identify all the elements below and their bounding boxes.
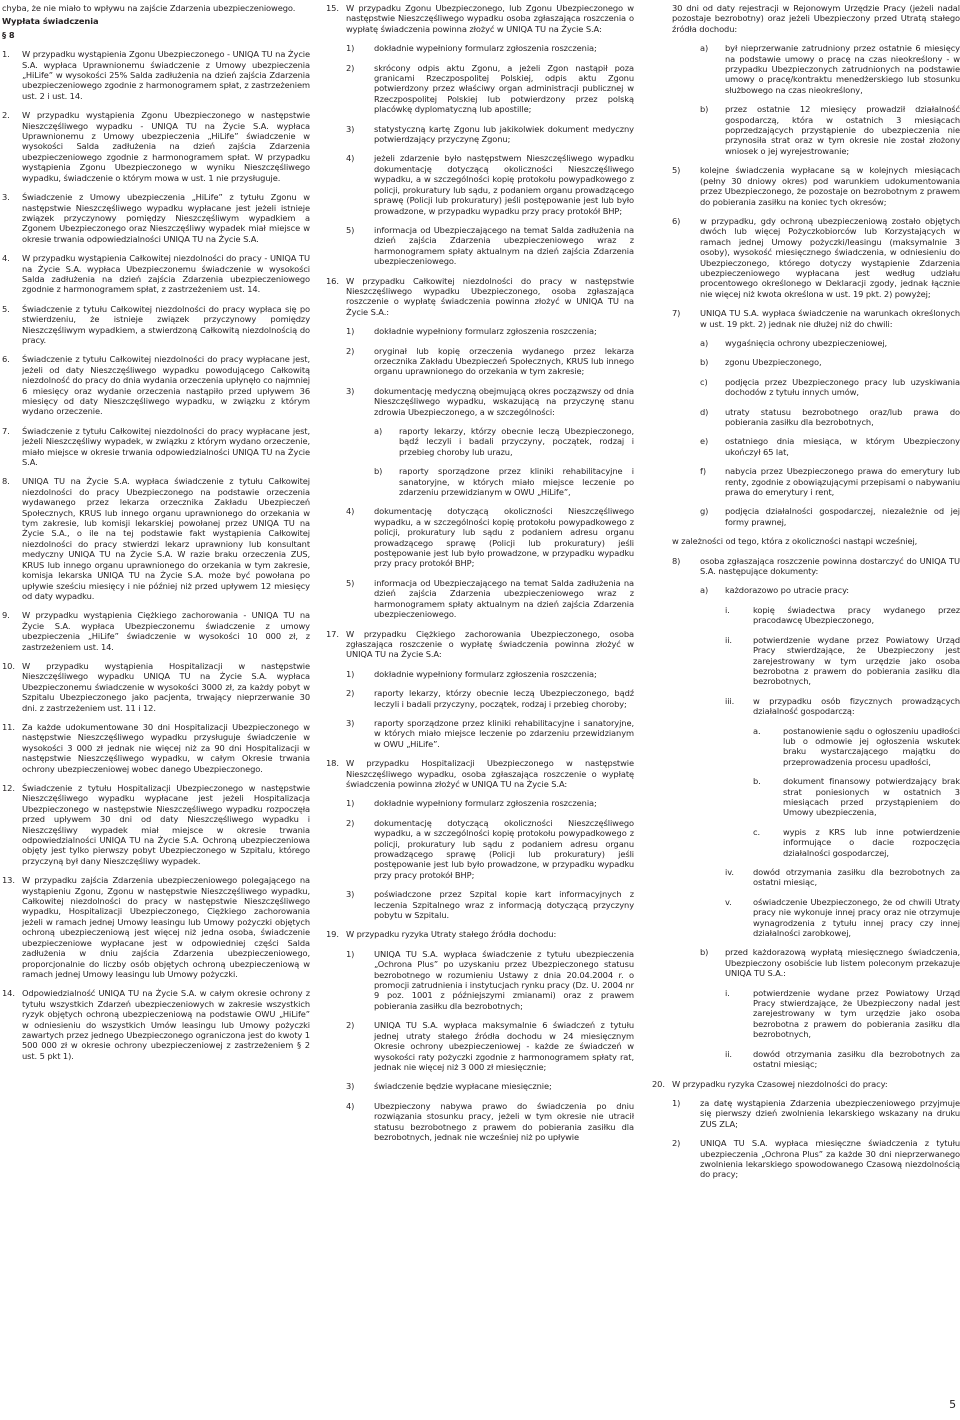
item-text: UNIQA TU S.A. wypłaca świadczenie na warunkach określonych w ust. 19 pkt. 2) jednak nie dłużej niż do chwili: xyxy=(700,308,960,329)
list-item xyxy=(374,426,634,457)
paragraph-15 xyxy=(326,3,634,34)
item-number: ii. xyxy=(725,1048,732,1059)
item-number: 2) xyxy=(346,688,355,699)
item-text: dokładnie wypełniony formularz zgłoszenia roszczenia; xyxy=(374,668,597,679)
item-text: podjęcia działalności gospodarczej, niezależnie od jej formy prawnej, xyxy=(725,506,960,527)
list-item xyxy=(700,407,960,428)
item-text: Świadczenie z tytułu Całkowitej niezdolności do pracy wypłacane jest, jeżeli od daty Nieszczęśliwego wypadku powodującego Całkowitą niezdolność do pracy do dnia wydania orzeczenia upłynęło co najmniej 6 miesięcy oraz wydanie orzeczenia nastąpiło przed upływem 36 miesięcy od daty Nieszczęśliwego wypadku, w związku z którym wydano orzeczenie. xyxy=(22,354,310,417)
point-8a-documents xyxy=(652,605,960,717)
list-item xyxy=(346,386,634,417)
paragraph-17-points xyxy=(326,669,634,749)
list-item xyxy=(346,949,634,1011)
paragraph-text: W przypadku Zgonu Ubezpieczonego, lub Zgonu Ubezpieczonego w następstwie Nieszczęśliwego wypadku osoba zgłaszająca roszczenia o wypłatę świadczenia powinna złożyć w UNIQA TU na Życie S.A: xyxy=(346,3,634,34)
item-number: a) xyxy=(700,337,709,348)
item-number: 1) xyxy=(346,668,355,679)
list-item xyxy=(346,326,634,336)
item-text: dokument finansowy potwierdzający brak strat poniesionych w ostatnich 3 miesiącach przed przystąpieniem do Umowy ubezpieczenia, xyxy=(783,776,960,818)
paragraph-text: W przypadku Hospitalizacji Ubezpieczonego w następstwie Nieszczęśliwego wypadku, osoba zgłaszająca roszczenie o wypłatę świadczenia powinna złożyć w UNIQA TU na Życie S.A: xyxy=(346,758,634,789)
point-8a-documents-cont xyxy=(652,867,960,938)
point-number: b) xyxy=(700,947,709,958)
item-text: Za każde udokumentowane 30 dni Hospitalizacji Ubezpieczonego w następstwie Nieszczęśliwego wypadku przysługuje świadczenie w wysokości 3 000 zł jednak nie więcej niż za 90 dni Hospitalizacji w następstwie Nieszczęśliwego wypadku, w całym Okresie trwania ochrony ubezpieczeniowej wobec danego Ubezpieczonego. xyxy=(22,721,310,774)
item-text: wypis z KRS lub inne potwierdzenie informujące o dacie rozpoczęcia działalności gospodarczej, xyxy=(783,826,960,858)
list-item xyxy=(2,722,310,774)
list-item xyxy=(346,124,634,145)
item-text: zgonu Ubezpieczonego, xyxy=(725,357,822,368)
item-text: Odpowiedzialność UNIQA TU na Życie S.A. w całym okresie ochrony z tytułu wszystkich Zdarzeń ubezpieczeniowych w zakresie wszystkich ryzyk objętych ochroną ubezpieczeniową na podstawie OWU „HiLife” w odniesieniu do wszystkich Umów leasingu lub Umowy pożyczki zawartych przez jednego Ubezpieczonego ograniczona jest do kwoty 1 500 000 zł w okresie ochrony ubezpieczeniowej z zastrzeżeniem § 2 ust. 5 pkt 1). xyxy=(22,988,310,1061)
item-text: postanowienie sądu o ogłoszeniu upadłości lub o odmowie jej ogłoszenia wskutek braku wystarczającego majątku do przeprowadzenia procesu upadłości, xyxy=(783,725,960,767)
paragraph-text: W przypadku Ciężkiego zachorowania Ubezpieczonego, osoba zgłaszająca roszczenie o wypłatę świadczenia powinna złożyć w UNIQA TU na Życie S.A: xyxy=(346,628,634,660)
item-number: 6. xyxy=(2,354,10,365)
paragraph-20 xyxy=(652,1079,960,1089)
item-text: kolejne świadczenia wypłacane są w kolejnych miesiącach (pełny 30 dniowy okres) pod warunkiem udokumentowania przez Ubezpieczonego, że pozostaje on bezrobotnym z prawem do pobierania zasiłku na koniec tych okresów; xyxy=(700,165,960,207)
point-number: a) xyxy=(700,585,709,596)
item-number: ii. xyxy=(725,634,732,645)
item-number: a. xyxy=(753,725,761,736)
paragraph-19-points xyxy=(326,949,634,1143)
list-item xyxy=(2,610,310,652)
paragraph-number: 17. xyxy=(326,628,339,639)
item-number: 8. xyxy=(2,476,10,487)
item-number: g) xyxy=(700,506,709,517)
item-number: 1) xyxy=(346,948,355,959)
item-text: Świadczenie z tytułu Całkowitej niezdolności do pracy wypłaca się po stwierdzeniu, że istnieje związek przyczynowy pomiędzy Nieszczęśliwym wypadkiem, a stwierdzoną Całkowitą niezdolnością do pracy. xyxy=(22,303,310,345)
list-item xyxy=(700,377,960,398)
item-text: raporty sporządzone przez kliniki rehabilitacyjne i sanatoryjne, w których miało miejsce leczenie po zdarzeniu przewidzianym w OWU „HiLife”, xyxy=(399,466,634,498)
item-text: W przypadku wystąpienia Hospitalizacji w następstwie Nieszczęśliwego wypadku UNIQA TU na Życie S.A. wypłaca Ubezpieczonemu świadczenie w wysokości 3000 zł, za każdy pobyt w Szpitalu Ubezpieczonego jako pacjenta, trwający nieprzerwanie 30 dni. z zastrzeżeniem ust. 11 i 12. xyxy=(22,660,310,713)
item-text: Świadczenie z tytułu Całkowitej niezdolności do pracy wypłacane jest, jeżeli Nieszczęśliwy wypadek, w związku z którym wydano orzeczenie, miało miejsce w okresie trwania odpowiedzialności UNIQA TU na Życie S.A. xyxy=(22,425,310,468)
list-item xyxy=(2,426,310,468)
point-8a-business-documents xyxy=(652,726,960,858)
list-item xyxy=(346,1020,634,1072)
item-number: i. xyxy=(725,604,730,615)
item-text: dokładnie wypełniony formularz zgłoszenia roszczenia; xyxy=(374,43,597,54)
item-number: 1) xyxy=(672,1097,681,1108)
list-item xyxy=(346,798,634,808)
list-item xyxy=(2,988,310,1061)
item-number: 4) xyxy=(346,506,355,517)
paragraph-15-points xyxy=(326,43,634,266)
list-item xyxy=(672,165,960,207)
item-text: dowód otrzymania zasiłku dla bezrobotnych za ostatni miesiąc, xyxy=(753,867,960,888)
item-number: 5) xyxy=(346,224,355,235)
list-item xyxy=(700,338,960,348)
item-text: W przypadku zajścia Zdarzenia ubezpieczeniowego polegającego na wystąpieniu Zgonu, Zgonu w następstwie Nieszczęśliwego wypadku, Całkowitej niezdolności do pracy w następstwie Nieszczęśliwego wypadku, Hospitalizacji Ubezpieczonego, Ciężkiego zachorowania jeżeli w ramach jednej Umowy leasingu lub Umowy pożyczki objętych ochroną ubezpieczeniową jest więcej niż jedna osoba, świadczenie ubezpieczeniowe wypłacane jest w odpowiedniej części Salda zadłużenia w dniu zajścia Zdarzenia ubezpieczeniowego, proporcjonalnie do liczby osób objętych ochroną ubezpieczeniową w ramach jednej Umowy leasingu lub Umowy pożyczki. xyxy=(22,875,310,979)
paragraph-text: W przypadku ryzyka Utraty stałego źródła dochodu: xyxy=(346,929,557,940)
item-text: dowód otrzymania zasiłku dla bezrobotnych za ostatni miesiąc; xyxy=(753,1048,960,1070)
item-number: f) xyxy=(700,466,706,477)
item-number: 1) xyxy=(346,43,355,54)
item-number: 3) xyxy=(346,717,355,728)
list-item xyxy=(346,225,634,267)
point-text: przed każdorazową wypłatą miesięcznego świadczenia, Ubezpieczony osobiście lub listem poleconym przekazuje UNIQA TU S.A.: xyxy=(725,947,960,979)
point-text: każdorazowo po utracie pracy: xyxy=(725,585,849,596)
item-number: 2) xyxy=(672,1138,681,1149)
item-text: wygaśnięcia ochrony ubezpieczeniowej, xyxy=(725,337,888,348)
list-item xyxy=(700,466,960,497)
item-text: świadczenie będzie wypłacane miesięcznie; xyxy=(374,1081,552,1092)
item-text: statystyczną kartę Zgonu lub jakikolwiek dokument medyczny potwierdzający przyczynę Zgonu; xyxy=(374,123,634,145)
paragraph-16-subpoints xyxy=(326,426,634,497)
item-number: e) xyxy=(700,436,709,447)
item-number: b) xyxy=(700,104,709,115)
list-item xyxy=(753,827,960,858)
item-text: informacja od Ubezpieczającego na temat Salda zadłużenia na dzień zajścia Zdarzenia ubezpieczeniowego wraz z harmonogramem spłaty aktualnym na dzień zajścia Zdarzenia ubezpieczeniowego. xyxy=(374,577,634,620)
paragraph-number: 19. xyxy=(326,929,339,940)
list-item xyxy=(346,669,634,679)
paragraph-text: W przypadku ryzyka Czasowej niezdolności do pracy: xyxy=(672,1078,888,1089)
list-item xyxy=(374,466,634,497)
item-text: oryginał lub kopię orzeczenia wydanego przez lekarza orzecznika Zakładu Ubezpieczeń Społecznych, KRUS lub innego organu uprawnionego do orzekania w tym zakresie; xyxy=(374,345,634,377)
item-text: raporty lekarzy, którzy obecnie leczą Ubezpieczonego, bądź leczyli i badali przyczyny, początek, rodzaj i przebieg choroby; xyxy=(374,688,634,709)
item-number: 1) xyxy=(346,326,355,337)
item-number: iii. xyxy=(725,695,735,706)
item-text: nabycia przez Ubezpieczonego prawa do emerytury lub renty, zgodnie z obowiązującymi przepisami o nabywaniu prawa do emerytury i rent, xyxy=(725,466,960,498)
list-item xyxy=(725,897,960,939)
list-item xyxy=(2,783,310,866)
list-item xyxy=(672,1098,960,1129)
item-text: skrócony odpis aktu Zgonu, a jeżeli Zgon nastąpił poza granicami Rzeczpospolitej Polskiej, odpis aktu Zgonu potwierdzony przez właściwy organ administracji publicznej w Rzeczpospolitej Polskiej lub potwierdzony przez polską placówkę dyplomatyczną lub apostille; xyxy=(374,62,634,115)
item-number: 7) xyxy=(672,308,681,319)
item-number: b) xyxy=(700,357,709,368)
item-text: UNIQA TU S.A. wypłaca świadczenie z tytułu ubezpieczenia „Ochrona Plus” po uzyskaniu przez Ubezpieczonego statusu bezrobotnego w rozumieniu Ustawy z dnia 20.04.2004 r. o promocji zatrudnienia i instytucjach rynku pracy (Dz. U. 2004 nr 9 poz. 1001 z późniejszymi zmianami) oraz z prawem pobierania zasiłku dla bezrobotnych; xyxy=(374,948,634,1011)
list-item xyxy=(346,346,634,377)
item-number: a) xyxy=(374,426,383,436)
item-text: kopię świadectwa pracy wydanego przez pracodawcę Ubezpieczonego, xyxy=(753,604,960,626)
item-text: dokumentację medyczną obejmującą okres począzwszy od dnia Nieszczęśliwego wypadku, wskazującą na przyczynę stanu zdrowia Ubezpieczonego, a w szczególności: xyxy=(374,385,634,417)
item-number: 5) xyxy=(346,577,355,588)
point-7-closing: w zależności od tego, która z okoliczności nastąpi wcześniej, xyxy=(672,536,918,547)
item-text: UNIQA TU S.A. wypłaca maksymalnie 6 świadczeń z tytułu jednej utraty stałego źródła dochodu w 24 miesięcznym Okresie ochrony ubezpieczeniowej - każde ze świadczeń w wysokości raty pożyczki zgodnie z harmonogramem spłaty rat, jednak nie więcej niż 3 000 zł miesięcznie; xyxy=(374,1020,634,1072)
item-number: 1) xyxy=(346,798,355,809)
item-number: 6) xyxy=(672,215,681,226)
item-number: c. xyxy=(753,826,760,837)
list-item xyxy=(700,506,960,527)
list-item xyxy=(700,104,960,156)
item-number: 2) xyxy=(346,345,355,356)
employment-conditions xyxy=(652,43,960,156)
list-item xyxy=(2,875,310,979)
item-number: v. xyxy=(725,896,732,907)
list-item xyxy=(753,776,960,818)
item-number: 3) xyxy=(346,385,355,396)
item-number: b. xyxy=(753,776,761,787)
item-number: 12. xyxy=(2,783,15,793)
paragraph-17 xyxy=(326,629,634,660)
item-number: 4) xyxy=(346,153,355,164)
item-number: 3) xyxy=(346,1081,355,1092)
item-number: iv. xyxy=(725,867,734,877)
item-number: 1. xyxy=(2,49,10,60)
item-text: dokumentację dotyczącą okoliczności Nieszczęśliwego wypadku, a w szczególności kopię protokołu powypadkowego z policji, prokuratury lub sądu z podaniem adresu organu prowadzącego sprawę (Policji lub prokuratury) jeśli postępowanie jest lub było prowadzone, w przypadku wypadku przy pracy protokół BHP; xyxy=(374,817,634,880)
item-number: 9. xyxy=(2,610,10,621)
item-text: za datę wystąpienia Zdarzenia ubezpieczeniowego przyjmuje się pierwszy dzień zwolnienia lekarskiego wskazany na druku ZUS ZLA; xyxy=(700,1097,960,1129)
paragraph-16 xyxy=(326,276,634,318)
item-text: Ubezpieczony nabywa prawo do świadczenia po dniu rozwiązania stosunku pracy, jeżeli w tym okresie nie utracił statusu bezrobotnego z prawem do pobierania zasiłku dla bezrobotnych, jednak nie wcześniej niż po upływie xyxy=(374,1100,634,1142)
list-item xyxy=(700,357,960,367)
item-text: dokładnie wypełniony formularz zgłoszenia roszczenia; xyxy=(374,798,597,809)
list-item xyxy=(2,253,310,295)
paragraph-number: 15. xyxy=(326,3,339,13)
item-number: d) xyxy=(700,406,709,417)
point-8b-documents xyxy=(652,988,960,1070)
point-7-conditions xyxy=(652,338,960,527)
point-number: 8) xyxy=(672,555,681,566)
item-number: 11. xyxy=(2,721,15,732)
list-item xyxy=(672,308,960,329)
list-item xyxy=(700,43,960,95)
paragraph-16-points-cont xyxy=(326,506,634,619)
item-number: 13. xyxy=(2,875,15,886)
item-text: informacja od Ubezpieczającego na temat Salda zadłużenia na dzień zajścia Zdarzenia ubezpieczeniowego wraz z harmonogramem spłaty aktualnym na dzień zajścia Zdarzenia ubezpieczeniowego. xyxy=(374,224,634,267)
list-item xyxy=(672,216,960,299)
point-text: osoba zgłaszająca roszczenie powinna dostarczyć do UNIQA TU S.A. następujące dokumenty: xyxy=(700,555,960,577)
list-item xyxy=(725,988,960,1040)
list-item xyxy=(346,818,634,880)
item-number: 3) xyxy=(346,123,355,134)
item-text: potwierdzenie wydane przez Powiatowy Urząd Pracy stwierdzające, że Ubezpieczony jest zarejestrowany w tym urzędzie jako osoba bezrobotna z prawem do pobierania zasiłku dla bezrobotnych, xyxy=(753,634,960,687)
item-text: W przypadku wystąpienia Zgonu Ubezpieczonego - UNIQA TU na Życie S.A. wypłaca Uprawnionemu świadczenie z Umowy ubezpieczenia „HiLife” w wysokości 25% Salda zadłużenia na dzień zajścia Zdarzenia ubezpieczeniowego zgodnie z harmonogramem spłat, z zastrzeżeniem ust. 2 i ust. 14. xyxy=(22,49,310,101)
item-text: podjęcia przez Ubezpieczonego pracy lub uzyskiwania dochodów z tytułu innych umów, xyxy=(725,376,960,398)
paragraph-list xyxy=(2,49,310,1061)
item-text: utraty statusu bezrobotnego oraz/lub prawa do pobierania zasiłku dla bezrobotnych, xyxy=(725,406,960,427)
item-text: potwierdzenie wydane przez Powiatowy Urząd Pracy stwierdzające, że Ubezpieczony nadal jest zarejestrowany w tym urzędzie jako osoba bezrobotna z prawem do pobierania zasiłku dla bezrobotnych, xyxy=(753,987,960,1040)
item-text: był nieprzerwanie zatrudniony przez ostatnie 6 miesięcy na podstawie umowy o pracę na czas nieokreślony - w przypadku Ubezpieczonych zatrudnionych na podstawie umowy o pracę/kontraktu menedżerskiego lub stosunku służbowego na czas nieokreślony, xyxy=(725,43,960,95)
item-text: dokumentację dotyczącą okoliczności Nieszczęśliwego wypadku, a w szczególności kopię protokołu powypadkowego z policji, prokuratury lub sądu z podaniem adresu organu prowadzącego sprawę (Policji lub prokuratury) jeśli postępowanie jest lub było prowadzone, w przypadku wypadku przy pracy protokół BHP; xyxy=(374,506,634,569)
list-item xyxy=(346,889,634,920)
item-text: W przypadku wystąpienia Zgonu Ubezpieczonego w następstwie Nieszczęśliwego wypadku - UNIQA TU na Życie S.A. wypłaca Uprawnionemu z Umowy ubezpieczenia „HiLife” świadczenie w wysokości Salda zadłużenia na dzień zajścia Zdarzenia ubezpieczeniowego zgodnie z harmonogramem spłat. W przypadku wystąpienia Zgonu Ubezpieczonego w wyniku Nieszczęśliwego wypadku, świadczenie o którym mowa w ust. 1 nie przysługuje. xyxy=(22,110,310,183)
list-item xyxy=(346,63,634,115)
item-text: oświadczenie Ubezpieczonego, że od chwili Utraty pracy nie wykonuje innej pracy oraz nie otrzymuje wynagrodzenia z tytułu innej pracy czy innej działalności zarobkowej, xyxy=(753,896,960,939)
item-text: W przypadku wystąpienia Całkowitej niezdolności do pracy - UNIQA TU na Życie S.A. wypłaca Ubezpieczonemu świadczenie w wysokości Salda zadłużenia na dzień zajścia Zdarzenia ubezpieczeniowego zgodnie z harmonogramem spłat, z zastrzeżeniem ust. 14. xyxy=(22,253,310,295)
item-number: 4) xyxy=(346,1100,355,1111)
list-item xyxy=(725,1049,960,1070)
paragraph-number: 20. xyxy=(652,1078,665,1089)
item-number: 2) xyxy=(346,1020,355,1031)
paragraph-number: 16. xyxy=(326,275,339,286)
list-item xyxy=(346,1081,634,1091)
section-number: § 8 xyxy=(2,29,15,40)
list-item xyxy=(2,49,310,101)
list-item xyxy=(2,476,310,601)
paragraph-19 xyxy=(326,929,634,939)
paragraph-text: W przypadku Całkowitej niezdolności do pracy w następstwie Nieszczęśliwego wypadku Ubezpieczonego, osoba zgłaszająca roszczenie o wypłatę świadczenia powinna złożyć w UNIQA TU na Życie S.A.: xyxy=(346,275,634,317)
list-item xyxy=(346,506,634,568)
item-number: 7. xyxy=(2,425,10,436)
paragraph-number: 18. xyxy=(326,758,339,769)
paragraph-19-points-cont xyxy=(652,165,960,329)
point-8 xyxy=(672,556,960,577)
item-text: ostatniego dnia miesiąca, w którym Ubezpieczony ukończył 65 lat, xyxy=(725,436,960,457)
point-8b xyxy=(700,947,960,978)
list-item xyxy=(346,43,634,53)
column-right xyxy=(652,3,960,1189)
list-item xyxy=(725,605,960,626)
list-item xyxy=(753,726,960,768)
section-heading: Wypłata świadczenia xyxy=(2,16,99,27)
item-text: jeżeli zdarzenie było następstwem Nieszczęśliwego wypadku dokumentację dotyczącą okoliczności Nieszczęśliwego wypadku, a w szczególności kopię protokołu powypadkowego z policji, prokuratury lub sądu, z podaniem organu prowadzącego sprawę (Policji lub prokuratury) jeśli postępowanie jest lub było prowadzone, w przypadku wypadku przy pracy protokół BHP; xyxy=(374,153,634,216)
item-number: a) xyxy=(700,43,709,54)
list-item xyxy=(346,718,634,749)
paragraph-18 xyxy=(326,758,634,789)
item-text: raporty sporządzone przez kliniki rehabilitacyjne i sanatoryjne, w których miało miejsce leczenie po zdarzeniu przewidzianym w OWU „HiLife”. xyxy=(374,717,634,749)
item-text: raporty lekarzy, którzy obecnie leczą Ubezpieczonego, bądź leczyli i badali przyczyny, początek, rodzaj i przebieg choroby lub urazu, xyxy=(399,426,634,457)
paragraph-20-points xyxy=(652,1098,960,1180)
list-item xyxy=(700,436,960,457)
item-number: 4. xyxy=(2,253,10,264)
list-item xyxy=(346,153,634,215)
item-number: 10. xyxy=(2,660,15,671)
item-number: b) xyxy=(374,466,383,477)
list-item xyxy=(2,110,310,183)
item-text: Świadczenie z Umowy ubezpieczenia „HiLife” z tytułu Zgonu w następstwie Nieszczęśliwego wypadku wypłacane jest jeżeli istnieje związek przyczynowy pomiędzy Nieszczęśliwym wypadkiem a Zgonem Ubezpieczonego oraz Nieszczęśliwy wypadek miał miejsce w okresie trwania odpowiedzialności UNIQA TU na Życie S.A. xyxy=(22,192,310,244)
paragraph-16-points xyxy=(326,326,634,417)
list-item xyxy=(2,661,310,713)
item-text: UNIQA TU S.A. wypłaca miesięczne świadczenia z tytułu ubezpieczenia „Ochrona Plus” za każde 30 dni nieprzerwanego zwolnienia lekarskiego spowodowanego Czasową niezdolnością do pracy; xyxy=(700,1138,960,1180)
point-8a xyxy=(700,585,960,595)
item-number: 3) xyxy=(346,889,355,900)
continued-text: 30 dni od daty rejestracji w Rejonowym Urzędzie Pracy (jeżeli nadal pozostaje bezrobotny) oraz jeżeli Ubezpieczony przed Utratą stałego źródła dochodu: xyxy=(672,3,960,34)
item-text: poświadczone przez Szpital kopie kart informacyjnych z leczenia Szpitalnego wraz z informacją dotyczącą przyczyny pobytu w Szpitalu. xyxy=(374,889,634,921)
item-number: 2) xyxy=(346,62,355,73)
list-item xyxy=(725,635,960,687)
list-item xyxy=(672,1138,960,1180)
item-text: w przypadku, gdy ochroną ubezpieczeniową zostało objętych dwóch lub więcej Pożyczkobiorców lub Korzystających w ramach jednej Umowy pożyczki/leasingu (maksymalnie 3 osoby), wysokość miesięcznego świadczenia, w odniesieniu do Ubezpieczonego, którego dotyczy wystąpienie Zdarzenia ubezpieczeniowego wypłacana jest według udziału procentowego określonego w Deklaracji zgody, jednak łącznie nie więcej niż kwota określona w ust. 19 pkt. 2) powyżej; xyxy=(700,215,960,299)
column-middle xyxy=(326,3,634,1151)
list-item xyxy=(2,192,310,244)
item-text: dokładnie wypełniony formularz zgłoszenia roszczenia; xyxy=(374,326,597,337)
list-item xyxy=(346,1101,634,1143)
item-text: w przypadku osób fizycznych prowadzących działalność gospodarczą: xyxy=(753,695,960,717)
list-item xyxy=(346,578,634,620)
list-item xyxy=(2,304,310,346)
page-number: 5 xyxy=(949,1397,956,1411)
item-number: 3. xyxy=(2,192,10,203)
list-item xyxy=(725,867,960,888)
item-text: UNIQA TU na Życie S.A. wypłaca świadczenie z tytułu Całkowitej niezdolności do pracy Ubezpieczonego na podstawie orzeczenia wydawanego przez lekarza orzecznika Zakładu Ubezpieczeń Społecznych, KRUS lub innego organu uprawnionego do orzekania w tym zakresie, lub komisji lekarskiej powołanej przez UNIQA TU na Życie S.A., o ile na tej podstawie fakt wystąpienia Całkowitej niezdolności do pracy stwierdzi lekarz uprawniony lub konsultant medyczny UNIQA TU na Życie S.A. W razie braku orzeczenia ZUS, KRUS lub innego organu uprawnionego do orzekania w tym zakresie, komisja lekarska UNIQA TU na Życie S.A. może być powołana po upływie sześciu miesięcy i nie później niż przed upływem 12 miesięcy od daty wypadku. xyxy=(22,476,310,601)
item-number: 2. xyxy=(2,110,10,121)
continued-text: chyba, że nie miało to wpływu na zajście Zdarzenia ubezpieczeniowego. xyxy=(2,3,296,13)
item-number: i. xyxy=(725,987,730,998)
list-item xyxy=(725,696,960,717)
list-item xyxy=(346,688,634,709)
item-number: 2) xyxy=(346,817,355,828)
item-number: 5) xyxy=(672,165,681,176)
column-left xyxy=(2,3,310,1070)
paragraph-18-points xyxy=(326,798,634,920)
item-number: 5. xyxy=(2,303,10,314)
list-item xyxy=(2,354,310,416)
item-text: Świadczenie z tytułu Hospitalizacji Ubezpieczonego w następstwie Nieszczęśliwego wypadku wypłacane jest jeżeli Hospitalizacja Ubezpieczonego w następstwie Nieszczęśliwego wypadku rozpoczęła przed upływem 30 dni od daty Nieszczęśliwego wypadku i Nieszczęśliwy wypadek miał miejsce w okresie trwania odpowiedzialności UNIQA TU na Życie S.A. Ochroną ubezpieczeniowa objęty jest tylko pierwszy pobyt Ubezpieczonego w Szpitalu, którego przyczyną był dany Nieszczęśliwy wypadek. xyxy=(22,783,310,866)
item-text: przez ostatnie 12 miesięcy prowadził działalność gospodarczą, która w ostatnich 3 miesiącach poprzedzających przystąpienie do ubezpieczenia nie przynosiła strat oraz w tym okresie nie został złożony wniosek o jej wyrejestrowanie; xyxy=(725,104,960,156)
item-number: 14. xyxy=(2,988,15,999)
item-text: W przypadku wystąpienia Ciężkiego zachorowania - UNIQA TU na Życie S.A. wypłaca Ubezpieczonemu świadczenie z umowy ubezpieczenia „HiLife” świadczenie w wysokości 10 000 zł, z zastrzeżeniem ust. 14. xyxy=(22,610,310,652)
item-number: c) xyxy=(700,376,708,387)
